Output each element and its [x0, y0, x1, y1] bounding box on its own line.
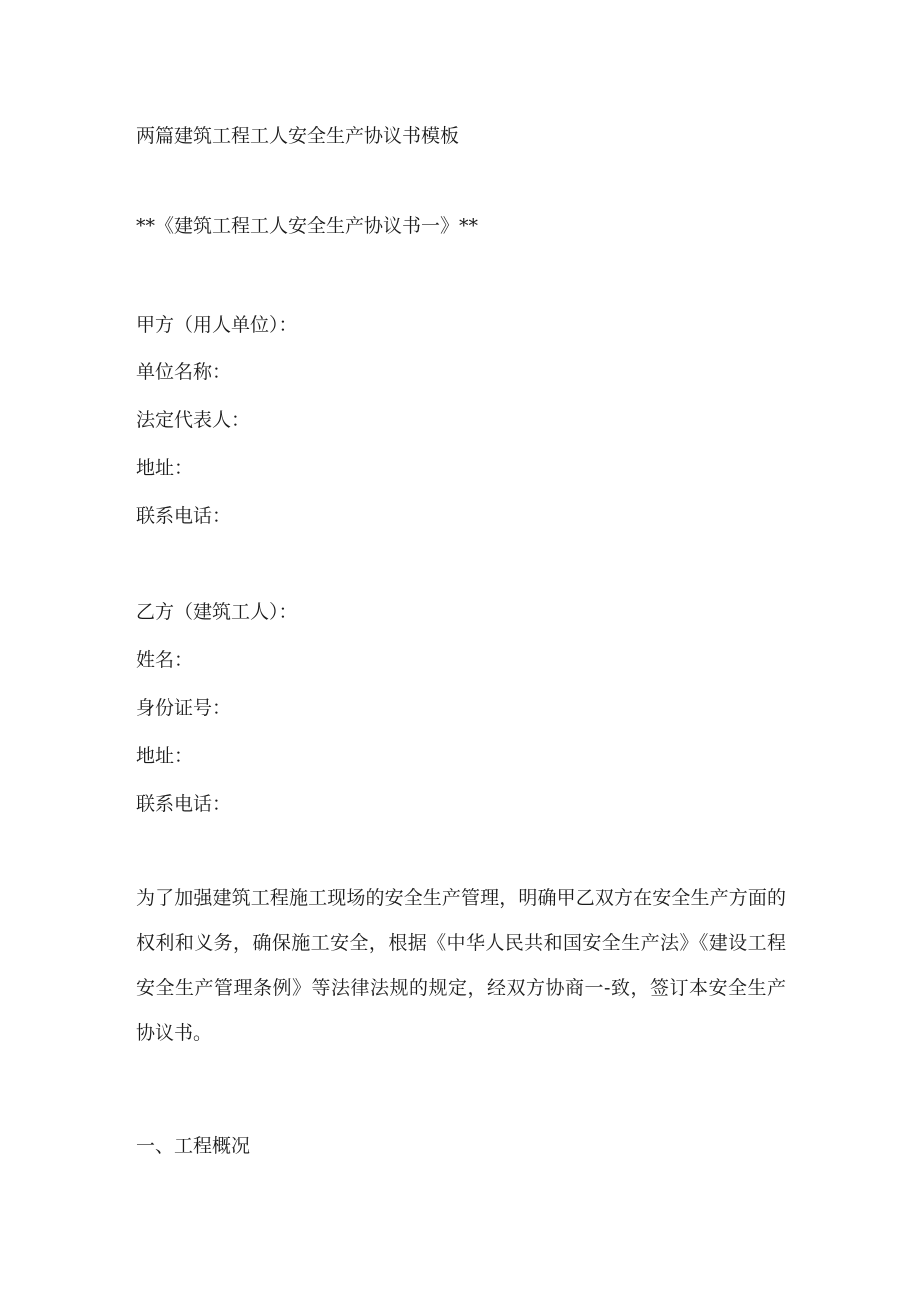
party-a-heading: 甲方（用人单位）：	[136, 314, 298, 336]
party-b-id-label: 身份证号：	[136, 697, 232, 719]
document-title: 两篇建筑工程工人安全生产协议书模板	[136, 125, 460, 147]
party-a-phone-label: 联系电话：	[136, 505, 232, 527]
party-b-name-label: 姓名：	[136, 649, 194, 671]
section-1-heading: 一、工程概况	[136, 1135, 251, 1157]
intro-paragraph: 为了加强建筑工程施工现场的安全生产管理，明确甲乙双方在安全生产方面的权利和义务，确保施工安全，根据《中华人民共和国安全生产法》《建设工程安全生产管理条例》等法律法规的规定，经双方协商一-致，签订本安全生产协议书。	[136, 887, 786, 1044]
party-a-legal-rep-label: 法定代表人：	[136, 409, 251, 431]
party-a-address-label: 地址：	[136, 457, 194, 479]
agreement-subtitle: **《建筑工程工人安全生产协议书一》**	[136, 215, 479, 237]
party-b-phone-label: 联系电话：	[136, 793, 232, 815]
party-b-address-label: 地址：	[136, 745, 194, 767]
party-a-unit-name-label: 单位名称：	[136, 361, 232, 383]
party-b-heading: 乙方（建筑工人）：	[136, 601, 298, 623]
